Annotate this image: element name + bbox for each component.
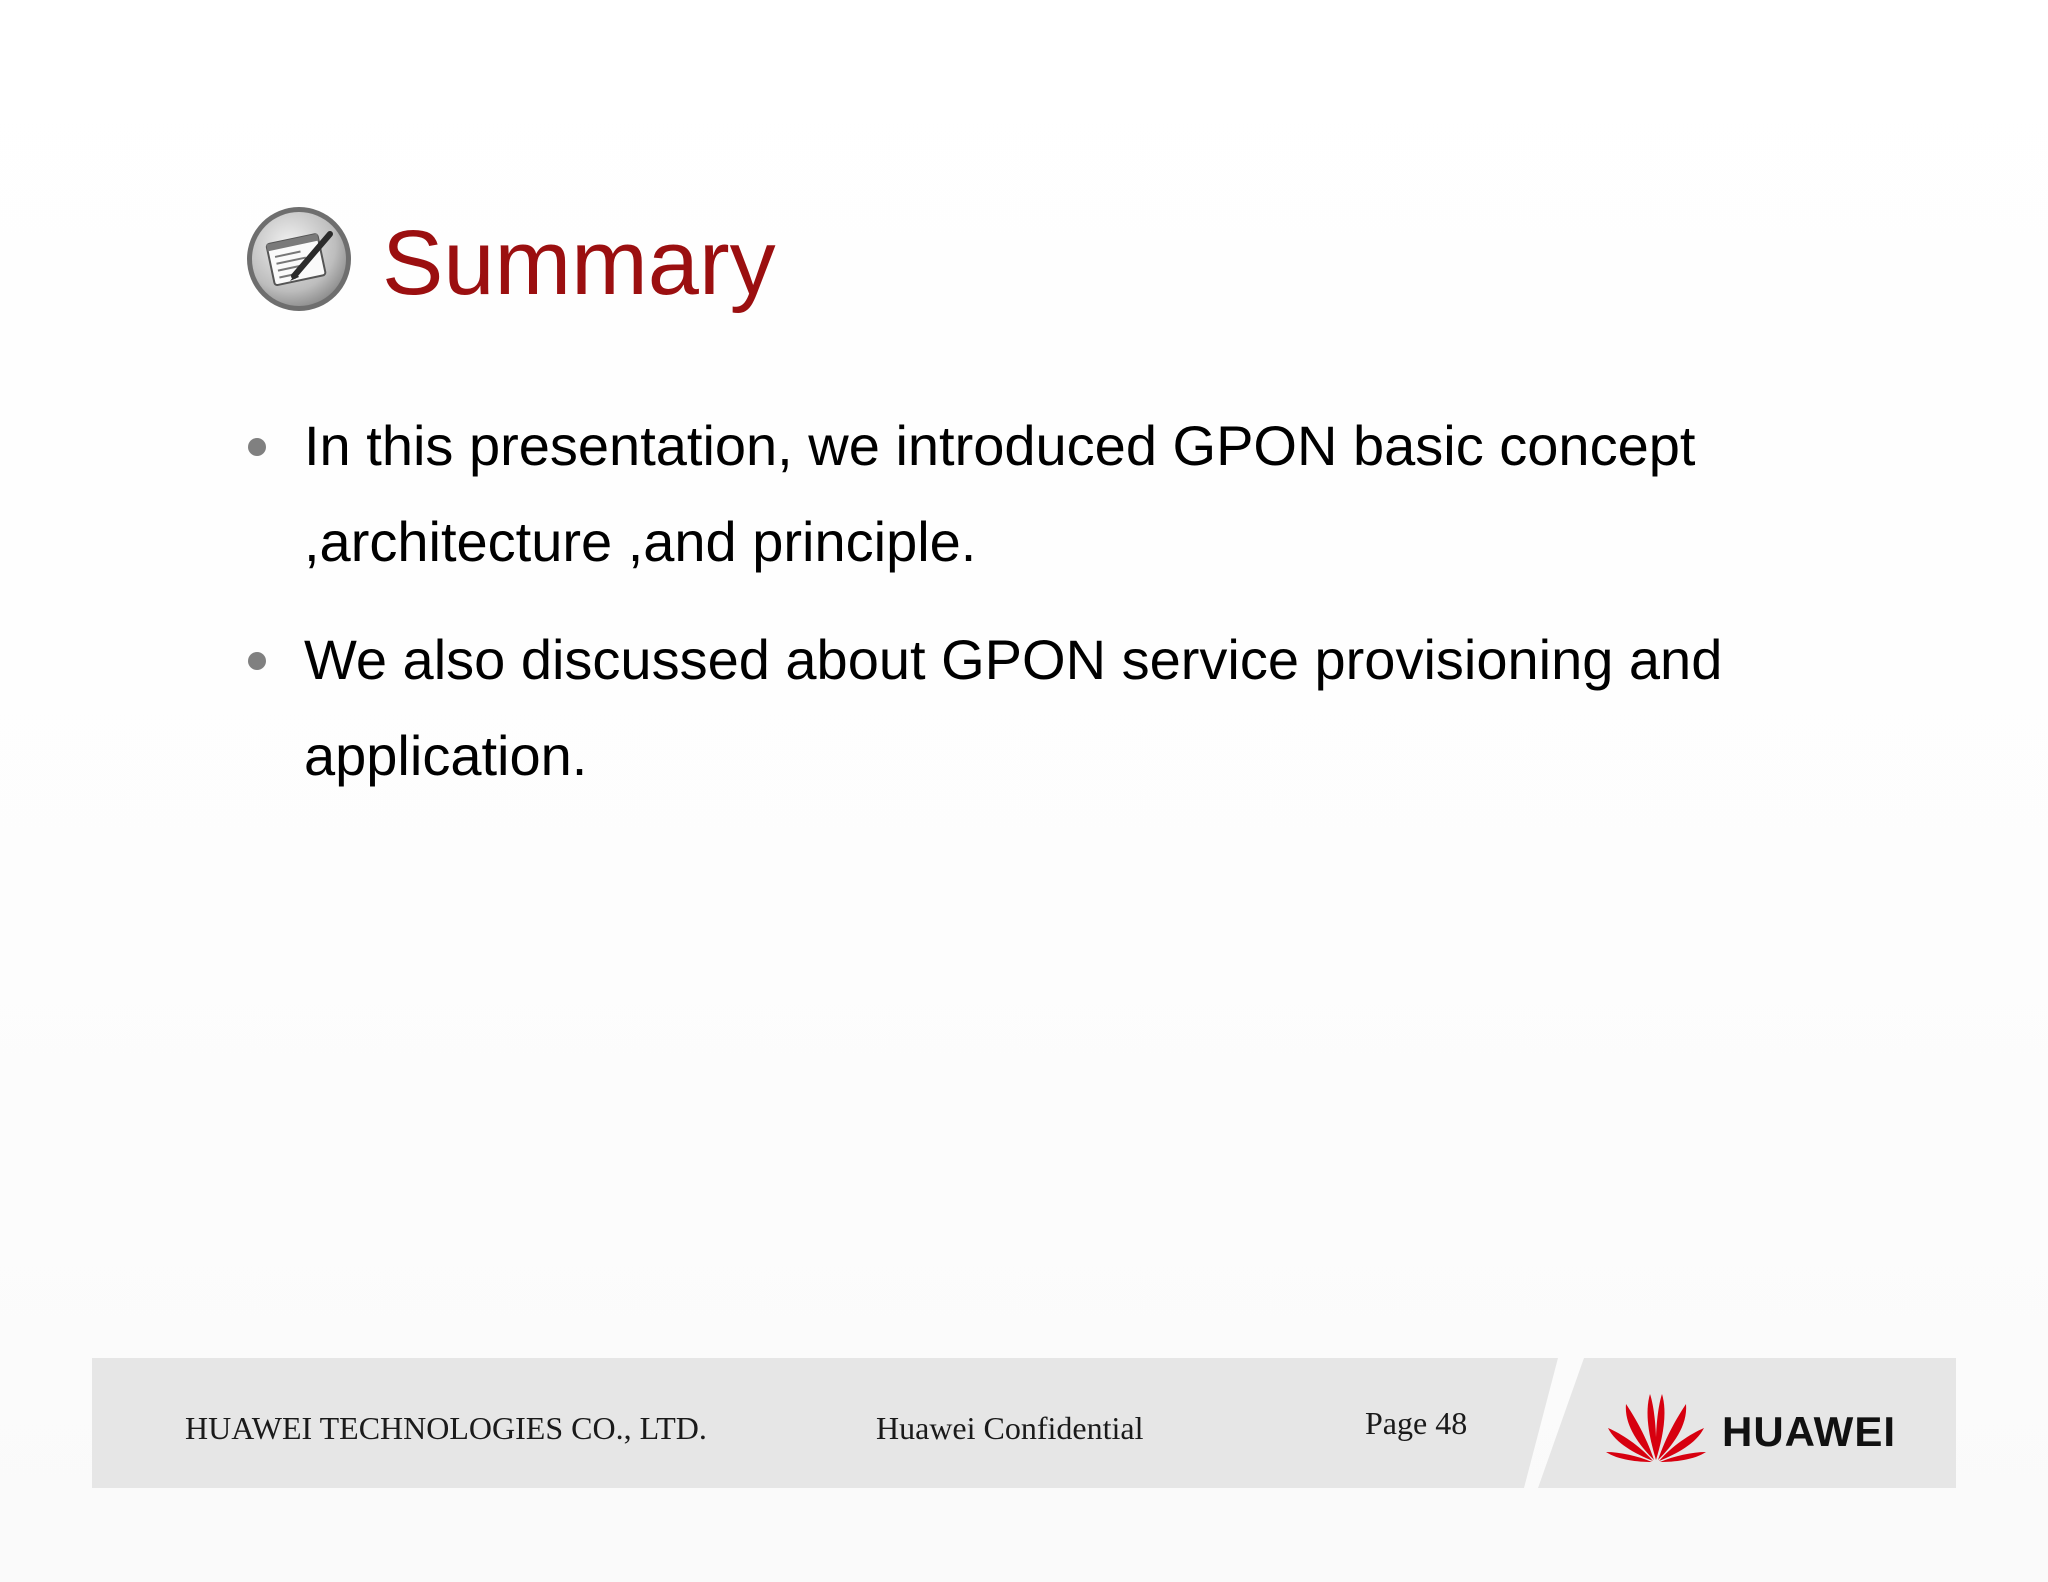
- bullet-text: We also discussed about GPON service provisioning and application.: [304, 628, 1723, 787]
- huawei-logo-icon: [1604, 1390, 1708, 1462]
- bullet-item: [244, 398, 1844, 590]
- notepad-pen-icon: [244, 204, 354, 314]
- bullet-item: [244, 612, 1844, 804]
- bullet-text: In this presentation, we introduced GPON basic concept ,architecture ,and principle.: [304, 414, 1696, 573]
- slide-title: Summary: [382, 212, 776, 314]
- footer-confidential: Huawei Confidential: [876, 1410, 1144, 1446]
- bullet-list: [244, 398, 1844, 826]
- bullet-dot: [248, 652, 266, 670]
- huawei-logo-text: HUAWEI: [1722, 1408, 1896, 1455]
- page-number: Page 48: [1365, 1405, 1468, 1441]
- footer-company: HUAWEI TECHNOLOGIES CO., LTD.: [185, 1410, 707, 1446]
- bullet-dot: [248, 438, 266, 456]
